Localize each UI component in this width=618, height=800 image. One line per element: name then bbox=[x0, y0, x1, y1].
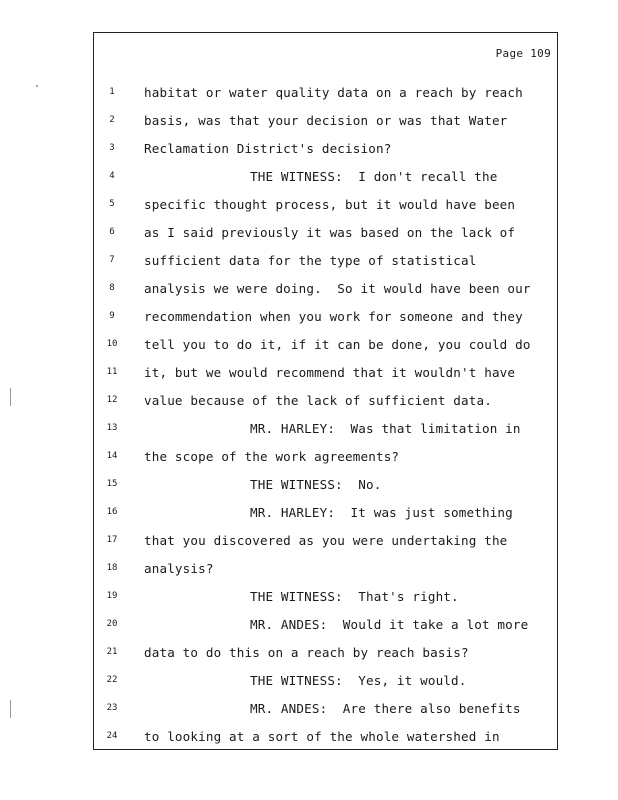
line-number: 5 bbox=[109, 199, 115, 209]
transcript-line bbox=[94, 165, 559, 193]
line-number: 3 bbox=[109, 143, 115, 153]
transcript-line bbox=[94, 193, 559, 221]
line-number: 18 bbox=[106, 563, 118, 573]
line-text: specific thought process, but it would have been bbox=[144, 197, 516, 212]
line-number: 15 bbox=[106, 479, 118, 489]
line-number: 16 bbox=[106, 507, 118, 517]
line-number: 19 bbox=[106, 591, 118, 601]
transcript-line bbox=[94, 221, 559, 249]
line-text: analysis we were doing. So it would have been our bbox=[144, 281, 531, 296]
line-number: 24 bbox=[106, 731, 118, 741]
line-text: MR. ANDES: Would it take a lot more bbox=[250, 617, 529, 632]
transcript-line bbox=[94, 501, 559, 529]
line-number: 13 bbox=[106, 423, 118, 433]
line-number: 6 bbox=[109, 227, 115, 237]
line-number: 23 bbox=[106, 703, 118, 713]
line-number: 9 bbox=[109, 311, 115, 321]
line-text: it, but we would recommend that it wouldn't have bbox=[144, 365, 516, 380]
transcript-line bbox=[94, 361, 559, 389]
line-text: tell you to do it, if it can be done, you could do bbox=[144, 337, 531, 352]
line-number: 20 bbox=[106, 619, 118, 629]
transcript-line bbox=[94, 389, 559, 417]
line-text: MR. ANDES: Are there also benefits bbox=[250, 701, 521, 716]
line-text: basis, was that your decision or was that Water bbox=[144, 113, 508, 128]
line-text: data to do this on a reach by reach basis? bbox=[144, 645, 469, 660]
line-text: Reclamation District's decision? bbox=[144, 141, 392, 156]
line-number: 4 bbox=[109, 171, 115, 181]
line-number: 22 bbox=[106, 675, 118, 685]
line-number: 11 bbox=[106, 367, 118, 377]
transcript-line bbox=[94, 277, 559, 305]
line-text: THE WITNESS: That's right. bbox=[250, 589, 459, 604]
line-number: 17 bbox=[106, 535, 118, 545]
transcript-line bbox=[94, 725, 559, 753]
line-number: 7 bbox=[109, 255, 115, 265]
transcript-line bbox=[94, 249, 559, 277]
transcript-line bbox=[94, 445, 559, 473]
scan-speck bbox=[36, 85, 38, 87]
scan-artifact bbox=[10, 700, 15, 718]
line-number: 2 bbox=[109, 115, 115, 125]
line-text: the scope of the work agreements? bbox=[144, 449, 400, 464]
transcript-line bbox=[94, 417, 559, 445]
transcript-line bbox=[94, 613, 559, 641]
transcript-line bbox=[94, 557, 559, 585]
line-number: 1 bbox=[109, 87, 115, 97]
line-number: 10 bbox=[106, 339, 118, 349]
line-text: THE WITNESS: I don't recall the bbox=[250, 169, 498, 184]
transcript-line bbox=[94, 137, 559, 165]
transcript-line bbox=[94, 585, 559, 613]
line-text: MR. HARLEY: Was that limitation in bbox=[250, 421, 521, 436]
scan-artifact bbox=[10, 388, 15, 406]
transcript-line bbox=[94, 669, 559, 697]
page-number: Page 109 bbox=[495, 47, 551, 60]
transcript-line bbox=[94, 333, 559, 361]
line-number: 21 bbox=[106, 647, 118, 657]
line-text: THE WITNESS: Yes, it would. bbox=[250, 673, 467, 688]
line-number: 12 bbox=[106, 395, 118, 405]
line-text: habitat or water quality data on a reach by reach bbox=[144, 85, 523, 100]
transcript-line bbox=[94, 305, 559, 333]
line-text: THE WITNESS: No. bbox=[250, 477, 382, 492]
transcript-line bbox=[94, 529, 559, 557]
line-number: 14 bbox=[106, 451, 118, 461]
line-text: sufficient data for the type of statistical bbox=[144, 253, 477, 268]
line-text: that you discovered as you were undertaking the bbox=[144, 533, 508, 548]
line-text: to looking at a sort of the whole watershed in bbox=[144, 729, 500, 744]
line-number: 8 bbox=[109, 283, 115, 293]
line-text: analysis? bbox=[144, 561, 214, 576]
line-text: recommendation when you work for someone and they bbox=[144, 309, 523, 324]
transcript-line bbox=[94, 109, 559, 137]
transcript-line bbox=[94, 473, 559, 501]
line-text: value because of the lack of sufficient data. bbox=[144, 393, 492, 408]
line-text: MR. HARLEY: It was just something bbox=[250, 505, 513, 520]
transcript-line bbox=[94, 641, 559, 669]
transcript-line bbox=[94, 81, 559, 109]
transcript-page bbox=[93, 32, 558, 750]
line-text: as I said previously it was based on the lack of bbox=[144, 225, 516, 240]
transcript-line bbox=[94, 697, 559, 725]
